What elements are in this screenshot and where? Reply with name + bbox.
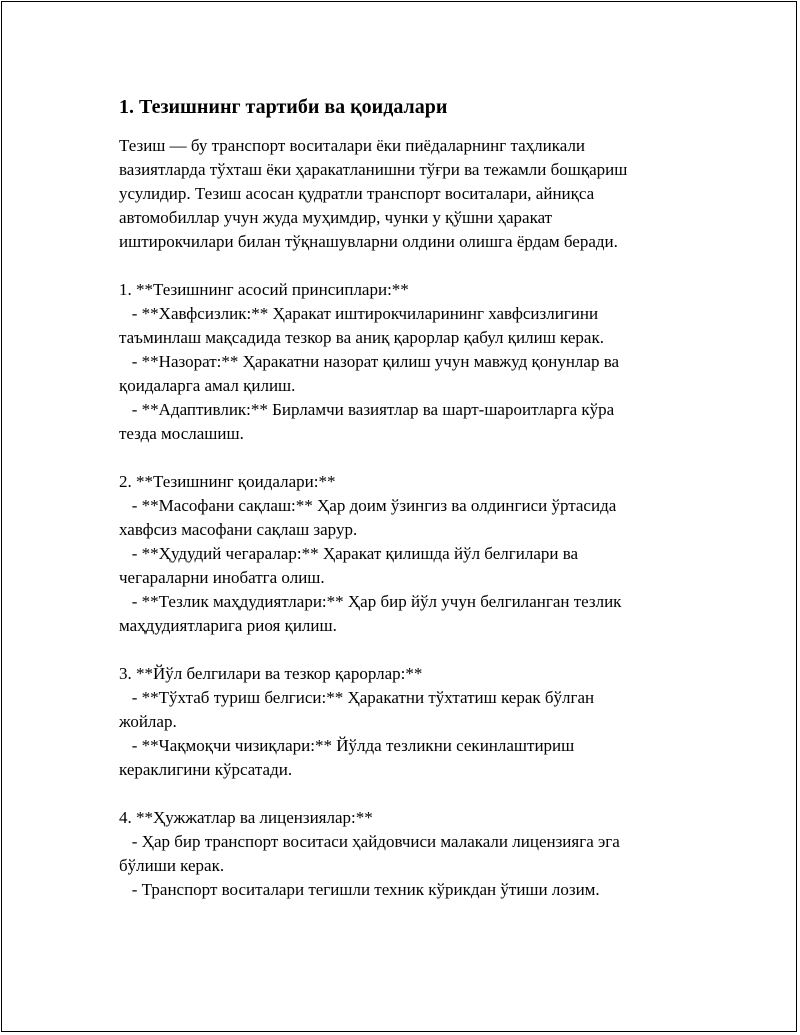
text-line: таъминлаш мақсадида тезкор ва аниқ қарорлар қабул қилиш керак.	[119, 328, 604, 347]
blank-line	[119, 638, 679, 662]
text-line: бўлиши керак.	[119, 856, 225, 875]
text-line: тезда мослашиш.	[119, 424, 244, 443]
blank-line	[119, 446, 679, 470]
list-item: - **Хавфсизлик:** Ҳаракат иштирокчиларининг хавфсизлигини	[119, 304, 599, 323]
text-line: хавфсиз масофани сақлаш зарур.	[119, 520, 358, 539]
list-item: - **Тўхтаб туриш белгиси:** Ҳаракатни тўхтатиш керак бўлган	[119, 688, 595, 707]
text-line: вазиятларда тўхташ ёки ҳаракатланишни тўғри ва тежамли бошқариш	[119, 160, 628, 179]
text-line: маҳдудиятларига риоя қилиш.	[119, 616, 337, 635]
list-heading: 4. **Ҳужжатлар ва лицензиялар:**	[119, 808, 373, 827]
page-title: 1. Тезишнинг тартиби ва қоидалари	[119, 96, 448, 118]
list-heading: 2. **Тезишнинг қоидалари:**	[119, 472, 336, 491]
text-line: кераклигини кўрсатади.	[119, 760, 293, 779]
list-item: - **Назорат:** Ҳаракатни назорат қилиш учун мавжуд қонунлар ва	[119, 352, 620, 371]
text-line: иштирокчилари билан тўқнашувларни олдини олишга ёрдам беради.	[119, 232, 618, 251]
list-item: - Транспорт воситалари тегишли техник кўрикдан ўтиши лозим.	[119, 880, 600, 899]
list-item: - **Масофани сақлаш:** Ҳар доим ўзингиз ва олдингиси ўртасида	[119, 496, 617, 515]
document-body	[119, 94, 679, 902]
list-item: - **Адаптивлик:** Бирламчи вазиятлар ва шарт-шароитларга кўра	[119, 400, 615, 419]
text-line: Тезиш — бу транспорт воситалари ёки пиёдаларнинг таҳликали	[119, 136, 586, 155]
list-heading: 1. **Тезишнинг асосий принсиплари:**	[119, 280, 409, 299]
document-text	[119, 134, 679, 902]
text-line: қоидаларга амал қилиш.	[119, 376, 296, 395]
blank-line	[119, 782, 679, 806]
text-line: чегараларни инобатга олиш.	[119, 568, 325, 587]
text-line: усулидир. Тезиш асосан қудратли транспорт воситалари, айниқса	[119, 184, 595, 203]
blank-line	[119, 254, 679, 278]
list-item: - **Ҳудудий чегаралар:** Ҳаракат қилишда йўл белгилари ва	[119, 544, 579, 563]
list-heading: 3. **Йўл белгилари ва тезкор қарорлар:**	[119, 664, 423, 683]
list-item: - Ҳар бир транспорт воситаси ҳайдовчиси малакали лицензияга эга	[119, 832, 620, 851]
text-line: жойлар.	[119, 712, 177, 731]
page-frame	[1, 1, 797, 1032]
list-item: - **Тезлик маҳдудиятлари:** Ҳар бир йўл учун белгиланган тезлик	[119, 592, 622, 611]
text-line: автомобиллар учун жуда муҳимдир, чунки у қўшни ҳаракат	[119, 208, 553, 227]
list-item: - **Чақмоқчи чизиқлари:** Йўлда тезликни секинлаштириш	[119, 736, 575, 755]
